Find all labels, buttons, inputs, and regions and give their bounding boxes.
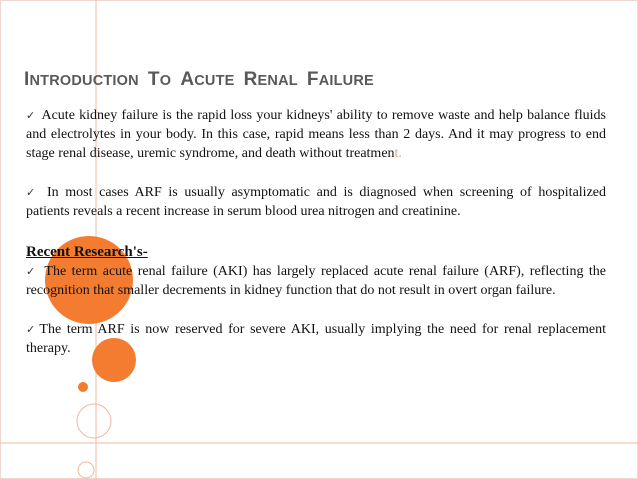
slide-content bbox=[26, 106, 606, 358]
bullet-acute-kidney-failure: ✓ Acute kidney failure is the rapid loss your kidneys' ability to remove waste and help balance fluids and electrolytes in your body. In this case, rapid means less than 2 days. And it may progress to end stage renal disease, uremic syndrome, and death without treatment. bbox=[26, 108, 606, 161]
checkmark-icon: ✓ bbox=[26, 265, 38, 278]
bullet-aki-term: ✓ The term acute renal failure (AKI) has largely replaced acute renal failure (ARF), reflecting the recognition that smaller decrements in kidney function that do not result in overt organ failure. bbox=[26, 264, 606, 298]
checkmark-icon: ✓ bbox=[26, 323, 38, 336]
checkmark-icon: ✓ bbox=[26, 109, 36, 122]
section-heading-recent-research: Recent Research's- bbox=[26, 244, 148, 260]
slide-title: INTRODUCTION TO ACUTE RENAL FAILURE bbox=[24, 69, 374, 90]
bullet-arf-reserved: ✓ The term ARF is now reserved for severe AKI, usually implying the need for renal replacement therapy. bbox=[26, 322, 607, 356]
deco-circle-outline bbox=[77, 404, 111, 438]
deco-circle-small bbox=[78, 382, 88, 392]
checkmark-icon: ✓ bbox=[26, 186, 39, 199]
bullet-arf-asymptomatic: ✓ In most cases ARF is usually asymptomatic and is diagnosed when screening of hospitalized patients reveals a recent increase in serum blood urea nitrogen and creatinine. bbox=[26, 185, 606, 219]
deco-circle-outline-small bbox=[78, 462, 94, 478]
